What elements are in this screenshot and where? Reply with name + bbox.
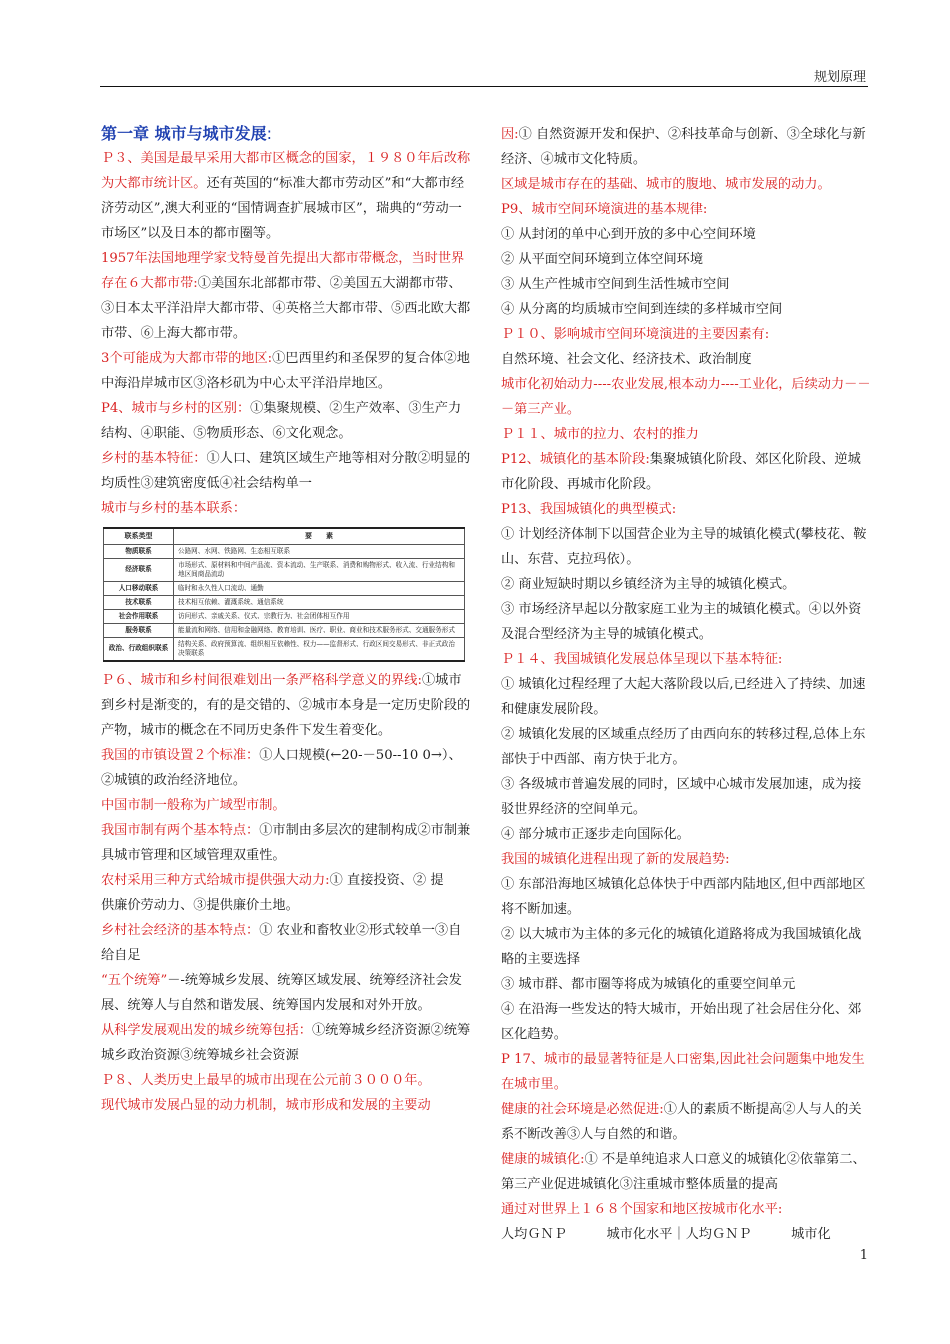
paragraph <box>501 722 871 772</box>
paragraph <box>501 347 871 372</box>
paragraph <box>501 997 871 1047</box>
table-row <box>104 544 465 558</box>
body-text: ①人口规模(←20-－50--10 0→）、②城镇的政治经济地位。 <box>101 747 462 788</box>
chapter-title-text: 第一章 城市与城市发展 <box>101 124 267 143</box>
paragraph <box>101 496 471 521</box>
relation-elements-cell: 访问形式、亲戚关系、仪式、宗教行为、社会团体相互作用 <box>174 609 465 623</box>
paragraph <box>501 672 871 722</box>
body-text: ① 农业和畜牧业②形式较单一③自给自足 <box>101 922 462 963</box>
paragraph <box>501 222 871 247</box>
paragraph <box>501 572 871 597</box>
body-text: ①市制由多层次的建制构成②市制兼具城市管理和区域管理双重性。 <box>101 822 471 863</box>
relation-elements-cell: 技术相互依赖、灌溉系统、通信系统 <box>174 595 465 609</box>
body-text: ① 计划经济体制下以国营企业为主导的城镇化模式(攀枝花、鞍山、东营、克拉玛依）。 <box>501 527 867 567</box>
paragraph <box>101 918 471 968</box>
highlighted-heading: P4、城市与乡村的区别： <box>101 401 251 416</box>
table-row <box>104 623 465 637</box>
highlighted-heading: Ｐ３、美国是最早采用大都市区概念的国家，１９８０年后改称为大都市统计区。 <box>101 151 471 191</box>
body-text: ② 城镇化发展的区域重点经历了由西向东的转移过程,总体上东部快于中西部、南方快于北方。 <box>501 727 866 767</box>
paragraph <box>501 1197 871 1222</box>
paragraph <box>501 322 871 347</box>
paragraph <box>501 772 871 822</box>
paragraph <box>501 847 871 872</box>
highlighted-heading: Ｐ１１、城市的拉力、农村的推力 <box>501 427 699 442</box>
body-text: ①城市到乡村是渐变的，有的是交错的、②城市本身是一定历史阶段的产物，城市的概念在不同历史条件下发生着变化。 <box>101 672 471 738</box>
body-text: ①人口、建筑区域生产地等相对分散②明显的均质性③建筑密度低④社会结构单一 <box>101 451 471 491</box>
body-text: ④ 部分城市正逐步走向国际化。 <box>501 827 690 842</box>
paragraph <box>101 246 471 346</box>
paragraph <box>501 922 871 972</box>
highlighted-heading: Ｐ１０、影响城市空间环境演进的主要因素有: <box>501 327 770 342</box>
paragraph <box>101 396 471 446</box>
paragraph <box>501 272 871 297</box>
table-row <box>104 637 465 661</box>
body-text: ④ 在沿海一些发达的特大城市，开始出现了社会居住分化、郊区化趋势。 <box>501 1002 862 1042</box>
highlighted-heading: 健康的社会环境是必然促进: <box>501 1102 664 1117</box>
paragraph <box>501 247 871 272</box>
body-text: ③ 从生产性城市空间到生活性城市空间 <box>501 277 730 292</box>
relation-elements-cell: 能量流和网络、信用和金融网络、教育培训、医疗、职业、商业和技术服务形式、交通服务形式 <box>174 623 465 637</box>
highlighted-heading: 区域是城市存在的基础、城市的腹地、城市发展的动力。 <box>501 177 831 192</box>
highlighted-heading: 乡村的基本特征： <box>101 451 207 466</box>
body-text: ① 不是单纯追求人口意义的城镇化②依靠第二、第三产业促进城镇化③注重城市整体质量的提高 <box>501 1152 866 1192</box>
body-text: 还有英国的“标准大都市劳动区”和“大都市经济劳动区”,澳大利亚的“国情调查扩展城市区”，瑞典的“劳动一市场区”以及日本的都市圈等。 <box>101 176 465 241</box>
highlighted-heading: Ｐ６、城市和乡村间很难划出一条严格科学意义的界线: <box>101 672 422 688</box>
relation-type-cell: 政治、行政组织联系 <box>104 637 174 661</box>
paragraph <box>501 422 871 447</box>
highlighted-heading: 从科学发展观出发的城乡统筹包括： <box>101 1022 312 1038</box>
body-text: 供廉价劳动力、③提供廉价土地。 <box>101 897 299 913</box>
table-header-elements: 要 素 <box>174 528 465 544</box>
highlighted-heading: Ｐ１４、我国城镇化发展总体呈现以下基本特征: <box>501 652 783 667</box>
paragraph <box>501 597 871 647</box>
highlighted-heading: P 17、城市的最显著特征是人口密集,因此社会问题集中地发生在城市里。 <box>501 1052 865 1092</box>
table-body <box>104 544 465 661</box>
right-column <box>501 122 871 1247</box>
paragraph <box>101 346 471 396</box>
highlighted-heading: 我国的城镇化进程出现了新的发展趋势: <box>501 852 730 867</box>
highlighted-heading: 我国的市镇设置２个标准： <box>101 747 260 763</box>
highlighted-heading: 城市与乡村的基本联系： <box>101 501 247 516</box>
body-text: ④ 从分离的均质城市空间到连续的多样城市空间 <box>501 302 783 317</box>
chapter-title <box>101 122 471 146</box>
paragraph <box>501 522 871 572</box>
paragraph <box>101 968 471 1018</box>
paragraph <box>101 1068 471 1093</box>
highlighted-heading: 健康的城镇化: <box>501 1152 585 1167</box>
highlighted-heading: Ｐ８、人类历史上最早的城市出现在公元前３０００年。 <box>101 1072 431 1088</box>
body-text: ② 商业短缺时期以乡镇经济为主导的城镇化模式。 <box>501 577 796 592</box>
body-text: ①统筹城乡经济资源②统筹城乡政治资源③统筹城乡社会资源 <box>101 1022 471 1063</box>
relation-type-cell: 服务联系 <box>104 623 174 637</box>
paragraph <box>101 1018 471 1068</box>
body-text: 自然环境、社会文化、经济技术、政治制度 <box>501 352 752 367</box>
paragraph <box>501 1097 871 1147</box>
highlighted-heading: P12、城镇化的基本阶段: <box>501 452 650 467</box>
paragraph <box>501 1147 871 1197</box>
body-text: ③ 各级城市普遍发展的同时，区域中心城市发展加速，成为接驳世界经济的空间单元。 <box>501 777 862 817</box>
highlighted-heading: P13、我国城镇化的典型模式: <box>501 502 677 517</box>
highlighted-heading: 中国市制一般称为广域型市制。 <box>101 797 286 813</box>
body-text: ② 以大城市为主体的多元化的城镇化道路将成为我国城镇化战略的主要选择 <box>501 927 862 967</box>
body-text: ③ 城市群、都市圈等将成为城镇化的重要空间单元 <box>501 977 796 992</box>
highlighted-heading: 乡村社会经济的基本特点： <box>101 922 260 938</box>
body-text: ③ 市场经济早起以分散家庭工业为主的城镇化模式。④以外资及混合型经济为主导的城镇化模式。 <box>501 602 862 642</box>
paragraph <box>501 447 871 497</box>
paragraph <box>101 1093 471 1118</box>
highlighted-heading: 3个可能成为大都市带的地区: <box>101 351 273 366</box>
body-text: ①人的素质不断提高②人与人的关系不断改善③人与自然的和谐。 <box>501 1102 862 1142</box>
header-rule <box>100 86 868 87</box>
highlighted-heading: 现代城市发展凸显的动力机制，城市形成和发展的主要动 <box>101 1097 431 1113</box>
body-text: 人均ＧＮＰ 城市化水平｜人均ＧＮＰ 城市化 <box>501 1227 831 1242</box>
relation-type-cell: 人口移动联系 <box>104 581 174 595</box>
paragraph <box>501 647 871 672</box>
relation-type-cell: 物质联系 <box>104 544 174 558</box>
paragraph <box>501 372 871 422</box>
table-header-type: 联系类型 <box>104 528 174 544</box>
relation-type-cell: 技术联系 <box>104 595 174 609</box>
paragraph <box>501 197 871 222</box>
highlighted-heading: 因: <box>501 127 519 142</box>
paragraph <box>501 297 871 322</box>
table-row <box>104 558 465 581</box>
highlighted-heading: 农村采用三种方式给城市提供强大动力: <box>101 872 330 888</box>
body-text: ① 直接投资、② 提 <box>329 872 444 888</box>
body-text: ① 自然资源开发和保护、②科技革命与创新、③全球化与新经济、④城市文化特质。 <box>501 127 866 167</box>
paragraph <box>101 446 471 496</box>
body-text: －-统筹城乡发展、统筹区域发展、统筹经济社会发展、统筹人与自然和谐发展、统筹国内发展和对外开放。 <box>101 972 462 1013</box>
relation-elements-cell: 结构关系、政府预算流、组织相互依赖性、权力——监督形式、行政区间交易形式、非正式政治决策联系 <box>174 637 465 661</box>
paragraph <box>501 122 871 172</box>
table-row <box>104 581 465 595</box>
header-title: 规划原理 <box>813 70 866 85</box>
paragraph <box>101 868 471 893</box>
paragraph <box>101 793 471 818</box>
highlighted-heading: 1957年法国地理学家戈特曼首先提出大都市带概念，当时世界存在６大都市带: <box>101 251 465 291</box>
page-number: 1 <box>859 1248 868 1263</box>
body-text: ①巴西里约和圣保罗的复合体②地中海沿岸城市区③洛杉矶为中心太平洋沿岸地区。 <box>101 351 470 391</box>
right-paragraphs <box>501 122 871 1247</box>
body-text: ① 城镇化过程经理了大起大落阶段以后,已经进入了持续、加速和健康发展阶段。 <box>501 677 866 717</box>
body-text: ① 东部沿海地区城镇化总体快于中西部内陆地区,但中西部地区将不断加速。 <box>501 877 866 917</box>
paragraph <box>501 172 871 197</box>
paragraph <box>101 893 471 918</box>
paragraph <box>501 1047 871 1097</box>
paragraph <box>501 822 871 847</box>
left-paragraphs-after-table <box>101 668 471 1118</box>
highlighted-heading: P9、城市空间环境演进的基本规律: <box>501 202 708 217</box>
paragraph <box>501 1222 871 1247</box>
left-column <box>101 122 471 1118</box>
chapter-title-colon: : <box>266 124 272 143</box>
highlighted-heading: 通过对世界上１６８个国家和地区按城市化水平: <box>501 1202 783 1217</box>
body-text: ② 从平面空间环境到立体空间环境 <box>501 252 704 267</box>
paragraph <box>501 497 871 522</box>
highlighted-heading: 城市化初始动力----农业发展,根本动力----工业化，后续动力－－－第三产业。 <box>501 377 871 417</box>
body-text: ①集聚规模、②生产效率、③生产力结构、④职能、⑤物质形态、⑥文化观念。 <box>101 401 462 441</box>
body-text: 集聚城镇化阶段、郊区化阶段、逆城市化阶段、再城市化阶段。 <box>501 452 861 492</box>
paragraph <box>101 818 471 868</box>
relation-elements-cell: 公路网、水网、铁路网、生态相互联系 <box>174 544 465 558</box>
paragraph <box>101 146 471 246</box>
body-text: ① 从封闭的单中心到开放的多中心空间环境 <box>501 227 756 242</box>
relation-elements-cell: 市场形式、原材料和中间产品流、资本流动、生产联系、消费和购物形式、收入流、行业结构和地区间商品流动 <box>174 558 465 581</box>
table-row <box>104 595 465 609</box>
highlighted-heading: 我国市制有两个基本特点： <box>101 822 260 838</box>
relation-type-cell: 经济联系 <box>104 558 174 581</box>
body-text: ①美国东北部都市带、②美国五大湖都市带、③日本太平洋沿岸大都市带、④英格兰大都市带、⑤西北欧大都市带、⑥上海大都市带。 <box>101 276 471 341</box>
highlighted-heading: “五个统筹” <box>101 972 168 988</box>
paragraph <box>501 972 871 997</box>
left-paragraphs <box>101 146 471 521</box>
paragraph <box>101 743 471 793</box>
urban-rural-relation-table <box>103 527 465 662</box>
table-header-row <box>104 528 465 544</box>
paragraph <box>101 668 471 743</box>
relation-elements-cell: 临时和永久性人口流动、通勤 <box>174 581 465 595</box>
table-row <box>104 609 465 623</box>
paragraph <box>501 872 871 922</box>
relation-type-cell: 社会作用联系 <box>104 609 174 623</box>
